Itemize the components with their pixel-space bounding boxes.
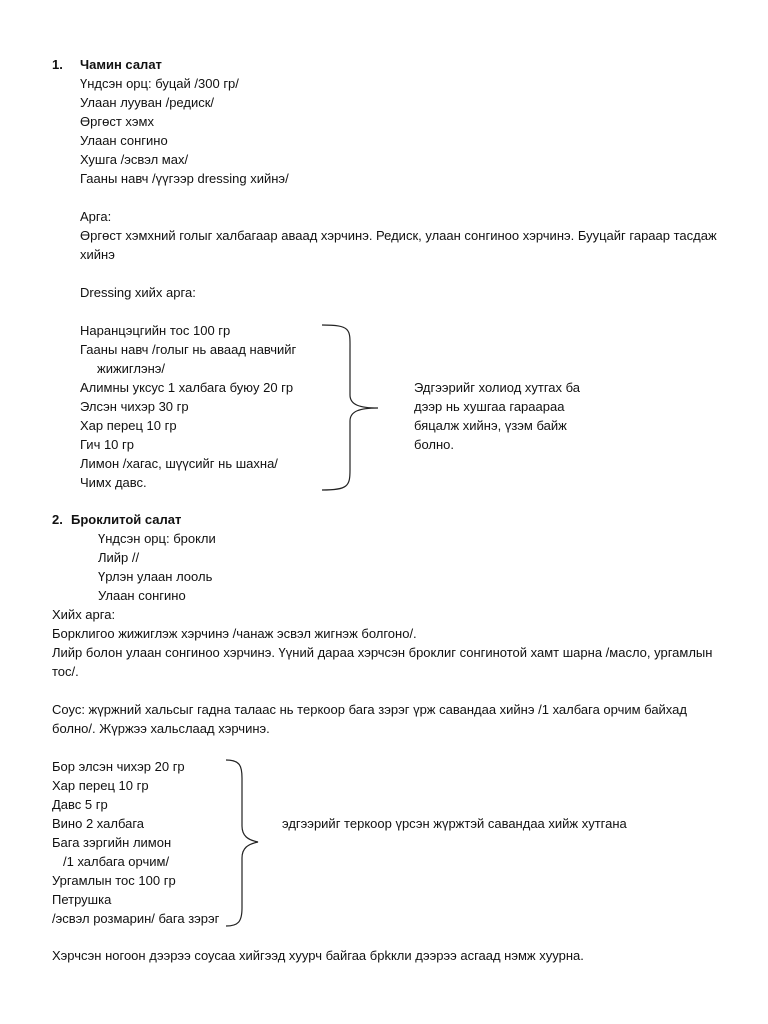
- s2-ingredient: Үрлэн улаан лооль: [98, 569, 213, 584]
- s1-dressing-note: Эдгээрийг холиод хутгах ба: [414, 380, 581, 395]
- s2-final-text: Хэрчсэн ногоон дээрээ соусаа хийгээд хуурч байгаа брkкли дээрээ асгаад нэмж хуурна.: [52, 948, 584, 963]
- s2-sauce-text: Соус: жүржний хальсыг гадна талаас нь теркоор бага зэрэг үрж савандаа хийнэ /1 халбага орчим байхад болно/. Жүржээ хальслаад хэрчинэ.: [52, 702, 687, 736]
- s1-ingredient: Өргөст хэмх: [80, 114, 154, 129]
- s1-dressing-item: Алимны уксус 1 халбага буюу 20 гр: [80, 380, 294, 395]
- s1-dressing-item: жижиглэнэ/: [97, 361, 166, 376]
- s2-sauce-item: Хар перец 10 гр: [52, 778, 149, 793]
- section-2-number: 2.: [52, 512, 63, 527]
- s1-dressing-item: Лимон /хагас, шүүсийг нь шахна/: [80, 456, 278, 471]
- s1-method-text: Өргөст хэмхний голыг халбагаар аваад хэрчинэ. Редиск, улаан сонгиноо хэрчинэ. Бууцайг гараар тасдаж хийнэ: [80, 228, 717, 262]
- s2-method-label: Хийх арга:: [52, 607, 116, 622]
- s1-dressing-note: бяцалж хийнэ, үзэм байж: [414, 418, 567, 433]
- s1-dressing-item: Гааны навч /голыг нь аваад навчийг: [80, 342, 297, 357]
- section-1-title: Чамин салат: [80, 57, 162, 72]
- s2-sauce-item: Давс 5 гр: [52, 797, 108, 812]
- s2-ingredient: Улаан сонгино: [98, 588, 186, 603]
- s2-method-line: Лийр болон улаан сонгиноо хэрчинэ. Үүний дараа хэрчсэн броклиг сонгинотой хамт шарна /масло, ургамлын тос/.: [52, 645, 713, 679]
- s1-ingredient: Улаан сонгино: [80, 133, 168, 148]
- s2-sauce-item: Ургамлын тос 100 гр: [52, 873, 176, 888]
- s1-ingredient: Хушга /эсвэл мах/: [80, 152, 189, 167]
- section-1-number: 1.: [52, 57, 63, 72]
- s2-sauce-item: Бор элсэн чихэр 20 гр: [52, 759, 185, 774]
- s1-dressing-label: Dressing хийх арга:: [80, 285, 196, 300]
- s1-ingredient: Үндсэн орц: буцай /300 гр/: [80, 76, 239, 91]
- s1-dressing-item: Наранцэцгийн тос 100 гр: [80, 323, 231, 338]
- s1-dressing-item: Хар перец 10 гр: [80, 418, 177, 433]
- s2-sauce-item: Вино 2 халбага: [52, 816, 145, 831]
- s1-dressing-item: Гич 10 гр: [80, 437, 134, 452]
- s1-ingredient: Гааны навч /үүгээр dressing хийнэ/: [80, 171, 289, 186]
- s2-sauce-note: эдгээрийг теркоор үрсэн жүржтэй савандаа хийж хутгана: [282, 816, 627, 831]
- s1-dressing-item: Чимх давс.: [80, 475, 147, 490]
- s2-ingredient: Үндсэн орц: брокли: [98, 531, 216, 546]
- s1-dressing-item: Элсэн чихэр 30 гр: [80, 399, 189, 414]
- s2-ingredient: Лийр //: [98, 550, 140, 565]
- s1-dressing-note: болно.: [414, 437, 454, 452]
- s2-sauce-item: /1 халбага орчим/: [63, 854, 170, 869]
- s2-sauce-item: Бага зэргийн лимон: [52, 835, 172, 850]
- s2-sauce-item: /эсвэл розмарин/ бага зэрэг: [52, 911, 220, 926]
- s2-sauce-item: Петрушка: [52, 892, 112, 907]
- s1-ingredient: Улаан лууван /редиск/: [80, 95, 215, 110]
- section-2-title: Броклитой салат: [71, 512, 182, 527]
- s1-method-label: Арга:: [80, 209, 112, 224]
- s1-dressing-note: дээр нь хушгаа гараараа: [414, 399, 565, 414]
- s2-method-line: Борклигоо жижиглэж хэрчинэ /чанаж эсвэл жигнэж болгоно/.: [52, 626, 417, 641]
